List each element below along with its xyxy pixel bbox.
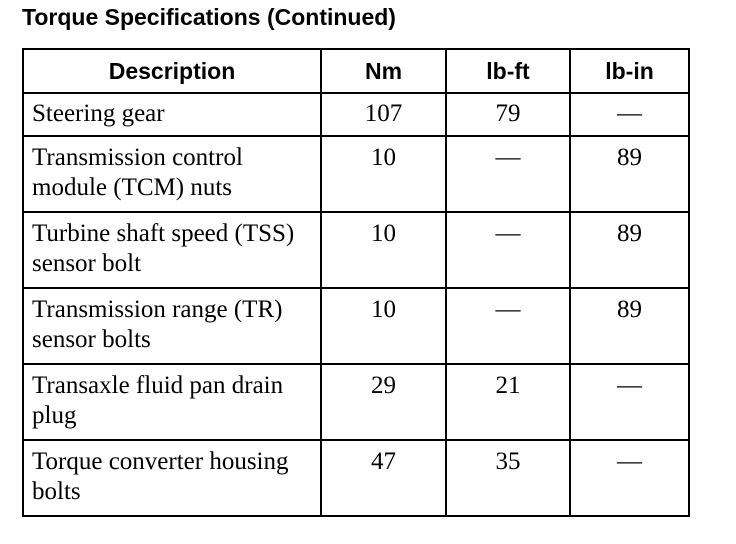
table-row xyxy=(23,93,689,136)
cell-lbft: — xyxy=(446,288,570,364)
cell-lbin: 89 xyxy=(570,212,689,288)
cell-lbin: — xyxy=(570,440,689,516)
cell-lbft: — xyxy=(446,136,570,212)
cell-description: Transaxle fluid pan drain plug xyxy=(23,364,321,440)
table-header-row xyxy=(23,49,689,93)
cell-description: Transmission range (TR) sensor bolts xyxy=(23,288,321,364)
cell-nm: 10 xyxy=(321,288,446,364)
page-title: Torque Specifications (Continued) xyxy=(22,4,396,30)
cell-nm: 107 xyxy=(321,93,446,136)
cell-lbft: 21 xyxy=(446,364,570,440)
cell-lbft: 79 xyxy=(446,93,570,136)
cell-description: Turbine shaft speed (TSS) sensor bolt xyxy=(23,212,321,288)
cell-nm: 29 xyxy=(321,364,446,440)
cell-nm: 10 xyxy=(321,212,446,288)
cell-lbin: 89 xyxy=(570,288,689,364)
cell-nm: 10 xyxy=(321,136,446,212)
torque-spec-table xyxy=(22,48,690,517)
cell-description: Steering gear xyxy=(23,93,321,136)
column-header-description: Description xyxy=(23,49,321,93)
column-header-nm: Nm xyxy=(321,49,446,93)
cell-lbft: — xyxy=(446,212,570,288)
table-row xyxy=(23,364,689,440)
cell-lbft: 35 xyxy=(446,440,570,516)
table-row xyxy=(23,212,689,288)
table-row xyxy=(23,440,689,516)
cell-lbin: — xyxy=(570,364,689,440)
cell-description: Transmission control module (TCM) nuts xyxy=(23,136,321,212)
column-header-lbin: lb-in xyxy=(570,49,689,93)
cell-description: Torque converter housing bolts xyxy=(23,440,321,516)
table-row xyxy=(23,136,689,212)
cell-nm: 47 xyxy=(321,440,446,516)
column-header-lbft: lb-ft xyxy=(446,49,570,93)
table-row xyxy=(23,288,689,364)
cell-lbin: 89 xyxy=(570,136,689,212)
cell-lbin: — xyxy=(570,93,689,136)
